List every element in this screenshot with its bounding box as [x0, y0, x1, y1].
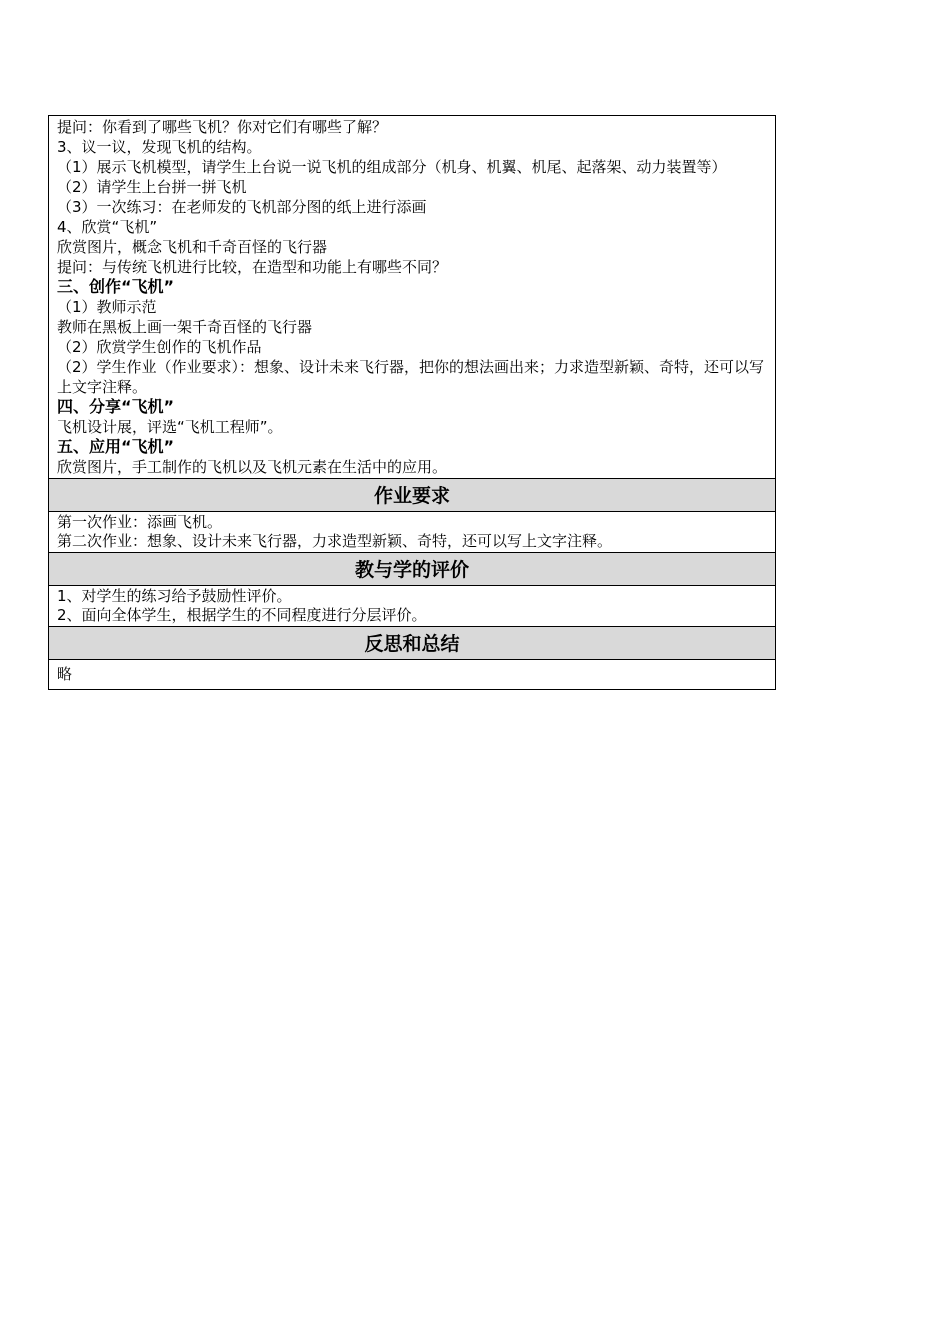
lesson-line: 欣赏图片，手工制作的飞机以及飞机元素在生活中的应用。 [57, 458, 448, 476]
reflection-heading: 反思和总结 [49, 626, 775, 660]
lesson-line: 欣赏图片，概念飞机和千奇百怪的飞行器 [57, 238, 328, 256]
lesson-line: （2）学生作业（作业要求）：想象、设计未来飞行器，把你的想法画出来；力求造型新颖、奇特，还可以写上文字注释。 [57, 358, 765, 396]
reflection-text: 略 [57, 665, 73, 683]
lesson-line: 教师在黑板上画一架千奇百怪的飞行器 [57, 318, 313, 336]
section-title: 三、创作“飞机” [57, 277, 175, 296]
section-title: 五、应用“飞机” [57, 437, 175, 456]
homework-cell [49, 512, 775, 552]
evaluation-line: 2、面向全体学生，根据学生的不同程度进行分层评价。 [57, 606, 427, 624]
lesson-line: 4、欣赏“飞机” [57, 218, 158, 236]
homework-line: 第一次作业：添画飞机。 [57, 513, 223, 531]
evaluation-heading: 教与学的评价 [49, 552, 775, 586]
lesson-line: 飞机设计展，评选“飞机工程师”。 [57, 418, 283, 436]
lesson-line: 3、议一议，发现飞机的结构。 [57, 138, 262, 156]
lesson-line: （2）请学生上台拼一拼飞机 [57, 178, 247, 196]
lesson-plan-table [48, 115, 776, 690]
lesson-line: （1）展示飞机模型，请学生上台说一说飞机的组成部分（机身、机翼、机尾、起落架、动力装置等） [57, 158, 727, 176]
lesson-line: 提问：你看到了哪些飞机？你对它们有哪些了解？ [57, 118, 388, 136]
homework-heading: 作业要求 [49, 478, 775, 512]
lesson-line: 提问：与传统飞机进行比较，在造型和功能上有哪些不同？ [57, 258, 448, 276]
evaluation-cell [49, 586, 775, 626]
lesson-line: （1）教师示范 [57, 298, 157, 316]
homework-line: 第二次作业：想象、设计未来飞行器，力求造型新颖、奇特，还可以写上文字注释。 [57, 532, 613, 550]
lesson-line: （3）一次练习：在老师发的飞机部分图的纸上进行添画 [57, 198, 427, 216]
lesson-process-cell [49, 116, 775, 478]
evaluation-line: 1、对学生的练习给予鼓励性评价。 [57, 587, 292, 605]
section-title: 四、分享“飞机” [57, 397, 175, 416]
lesson-line: （2）欣赏学生创作的飞机作品 [57, 338, 262, 356]
